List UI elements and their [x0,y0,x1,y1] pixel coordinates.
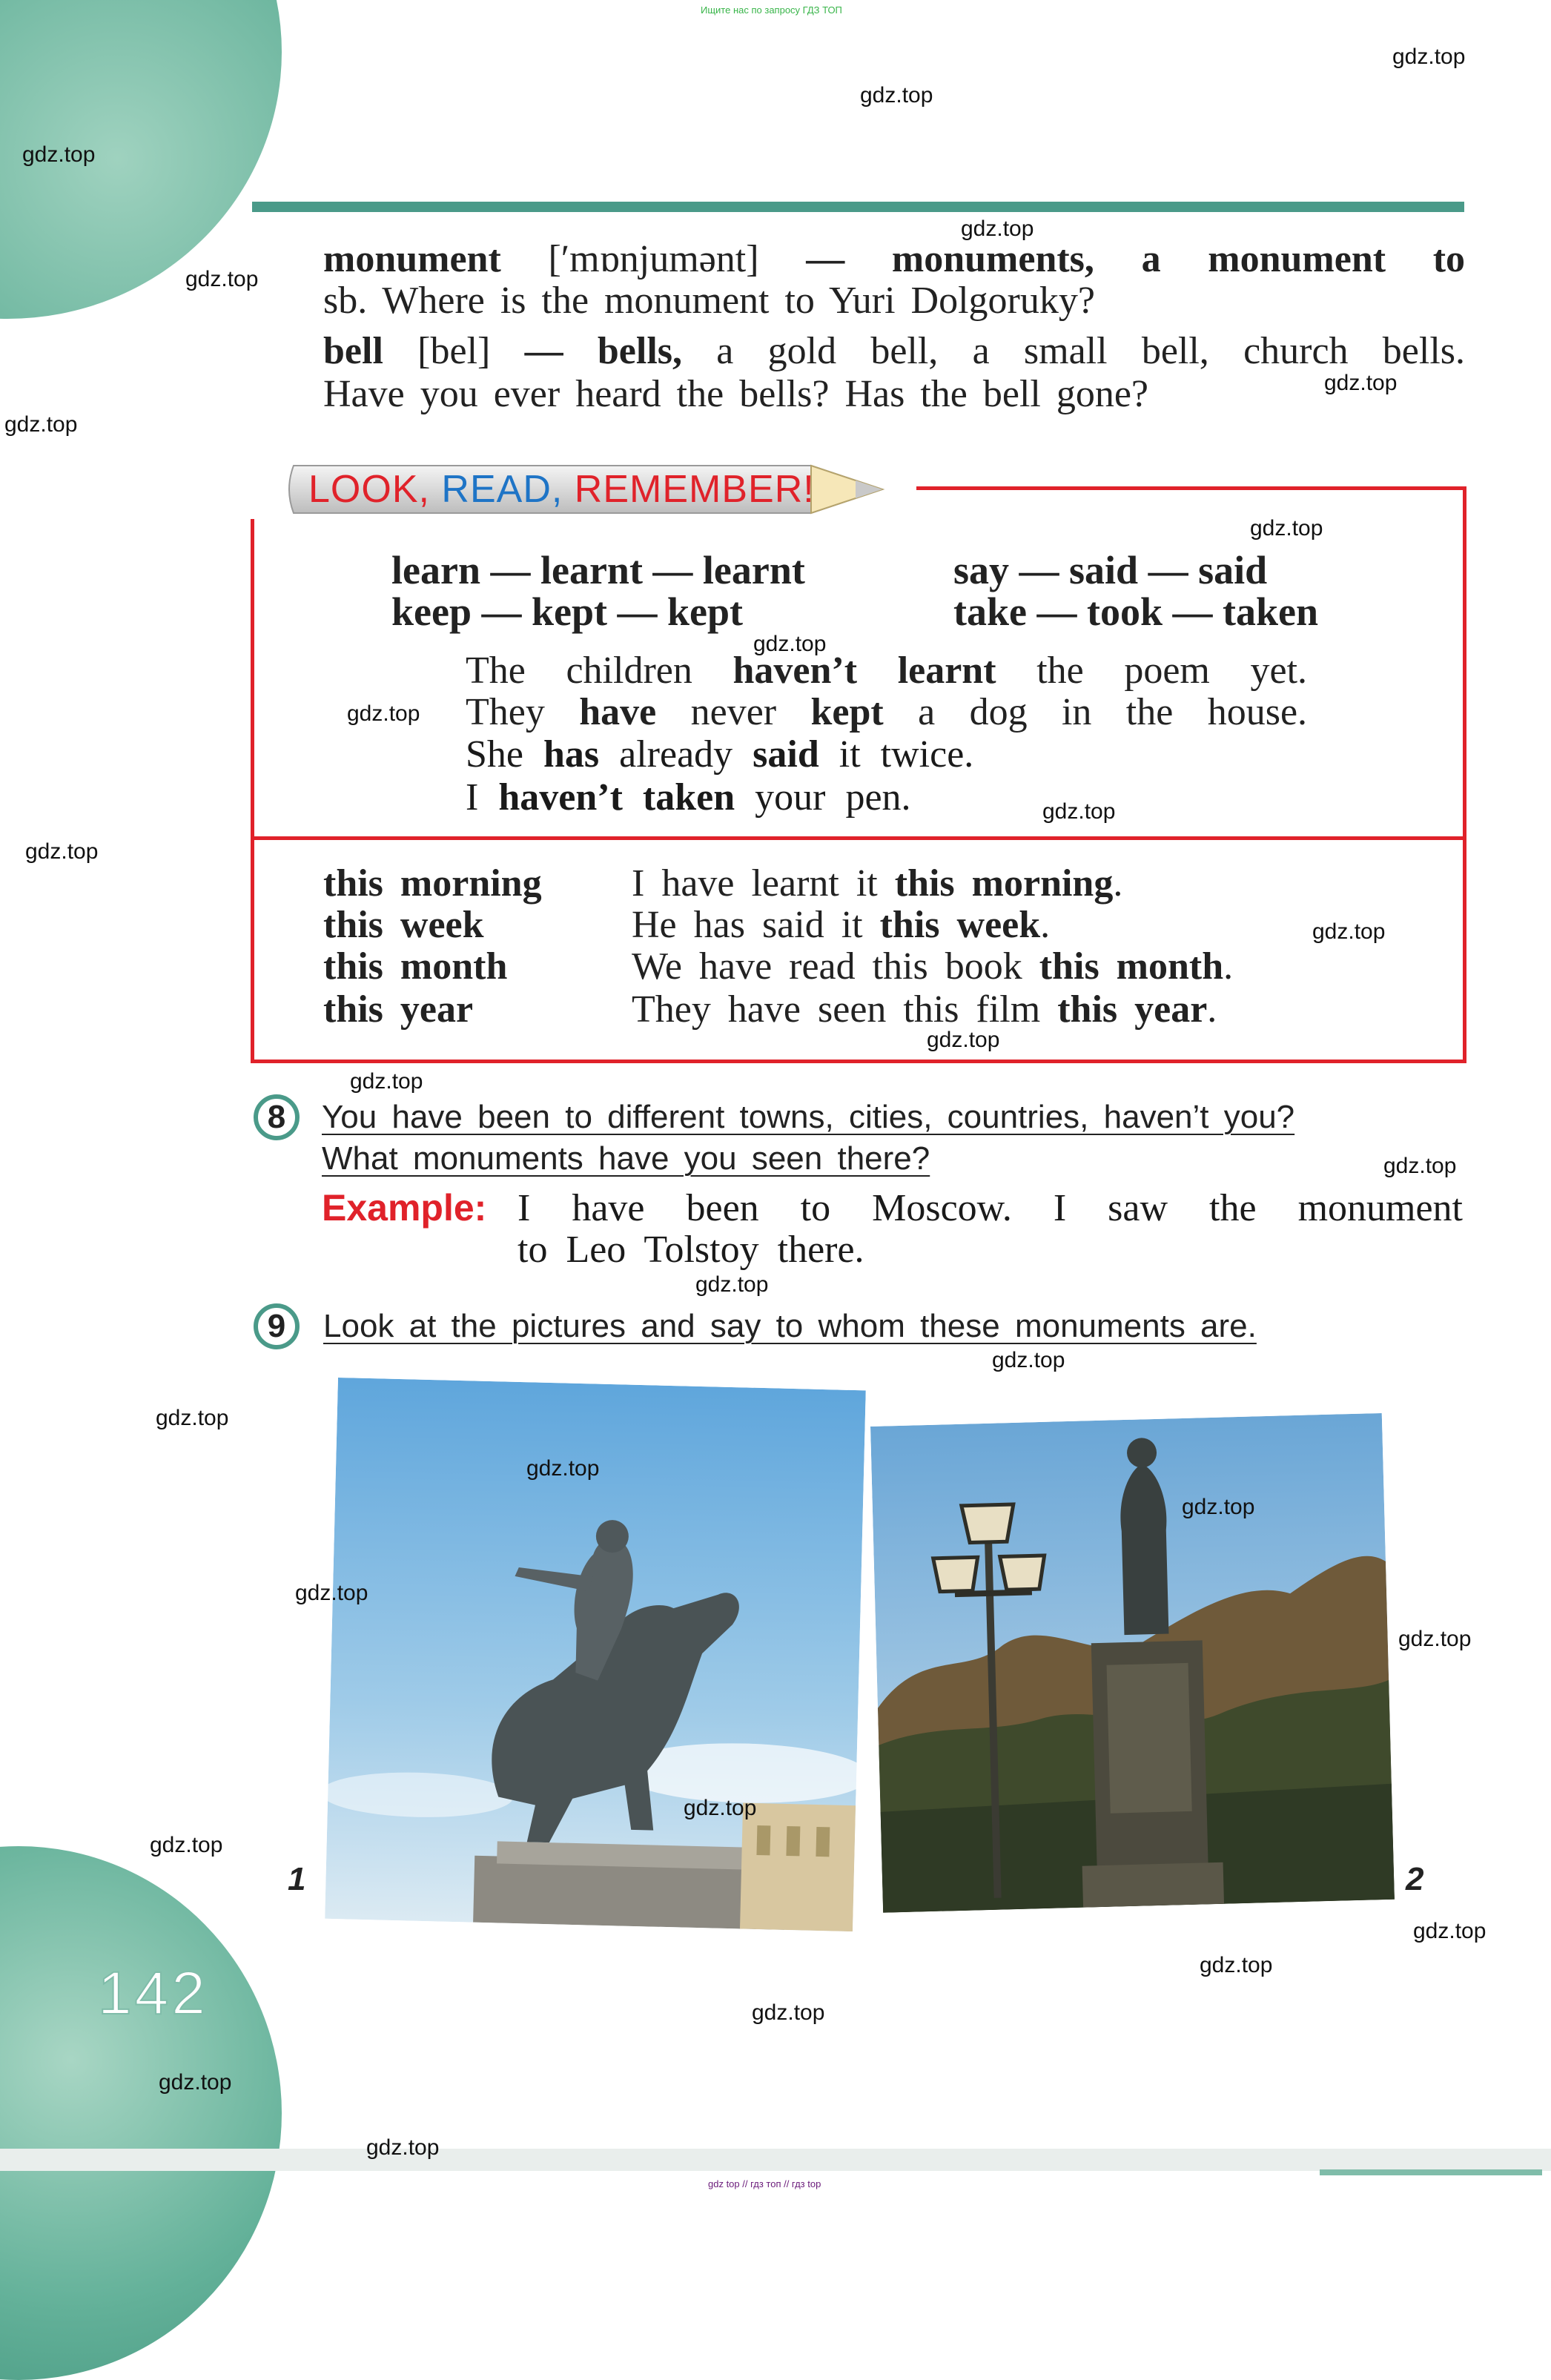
watermark: gdz.top [156,1406,229,1430]
top-divider [252,202,1464,212]
time-example-4: They have seen this film this year. [632,988,1217,1031]
vocab-monument: monument [ʹmɒnjumənt] — monuments, a monument to [323,238,1466,280]
bottom-strip [0,2149,1551,2171]
watermark: gdz.top [159,2070,232,2095]
watermark: gdz.top [992,1348,1065,1372]
page-number: 142 [98,1960,208,2027]
watermark: gdz.top [347,701,420,726]
watermark: gdz.top [1413,1919,1486,1943]
time-phrase-2: this week [323,904,484,946]
watermark: gdz.top [185,267,259,291]
task-9-text: Look at the pictures and say to whom these monuments are. [323,1308,1257,1344]
vocab-monument-example: sb. Where is the monument to Yuri Dolgoruky? [323,280,1095,322]
watermark: gdz.top [350,1069,423,1094]
watermark: gdz.top [1324,371,1398,395]
vocab-bell-example: Have you ever heard the bells? Has the bell gone? [323,373,1149,415]
rule-box-top-line [916,486,1466,490]
time-phrase-4: this year [323,988,474,1031]
watermark: gdz.top [1392,44,1466,69]
header-note: Ищите нас по запросу ГДЗ ТОП [701,4,842,16]
corner-decoration-bottom [0,1846,282,2380]
watermark: gdz.top [1250,516,1323,541]
watermark: gdz.top [1042,799,1116,824]
watermark: gdz.top [25,839,99,864]
time-phrase-3: this month [323,945,508,988]
task-8-example-line1: I have been to Moscow. I saw the monument [517,1187,1463,1229]
time-example-1: I have learnt it this morning. [632,862,1123,905]
task-8-example-line2: to Leo Tolstoy there. [517,1229,864,1271]
verb-say: say — said — said [953,548,1268,592]
watermark: gdz.top [150,1833,223,1857]
task-8-number: 8 [254,1094,300,1140]
watermark: gdz.top [1383,1154,1457,1178]
watermark: gdz.top [366,2135,440,2160]
bottom-accent [1320,2169,1542,2175]
time-phrase-1: this morning [323,862,542,905]
banner-title: LOOK, READ, REMEMBER! [308,468,815,511]
watermark: gdz.top [961,216,1034,241]
caption-picture-1: 1 [288,1861,306,1897]
example-sentence-3: She has already said it twice. [466,733,974,776]
rule-box-divider [251,836,1466,840]
rule-box-top-right [1463,486,1466,523]
caption-picture-2: 2 [1406,1861,1424,1897]
task-9-number: 9 [254,1303,300,1349]
footer-note: gdz top // гдз топ // гдз top [708,2178,821,2189]
watermark: gdz.top [927,1028,1000,1052]
time-example-3: We have read this book this month. [632,945,1234,988]
watermark: gdz.top [753,632,827,656]
task-8-example-label: Example: [322,1187,487,1229]
watermark: gdz.top [752,2000,825,2025]
verb-take: take — took — taken [953,589,1319,634]
example-sentence-2: They have never kept a dog in the house. [466,691,1308,733]
verb-keep: keep — kept — kept [391,589,744,634]
time-example-2: He has said it this week. [632,904,1051,946]
watermark: gdz.top [1182,1495,1255,1519]
watermark: gdz.top [22,142,96,167]
example-sentence-4: I haven’t taken your pen. [466,776,911,819]
watermark: gdz.top [1312,919,1386,944]
verb-learn: learn — learnt — learnt [391,548,805,592]
watermark: gdz.top [695,1272,769,1297]
watermark: gdz.top [684,1796,757,1820]
watermark: gdz.top [1200,1953,1273,1977]
vocab-bell: bell [bel] — bells, a gold bell, a small bell, church bells. [323,330,1466,372]
watermark: gdz.top [526,1456,600,1481]
task-8-line2: What monuments have you seen there? [322,1140,930,1177]
watermark: gdz.top [4,412,78,437]
watermark: gdz.top [860,83,933,108]
task-8-line1: You have been to different towns, cities, countries, haven’t you? [322,1099,1295,1135]
example-sentence-1: The children haven’t learnt the poem yet. [466,649,1308,692]
photo-pushkin-monument [870,1413,1395,1913]
watermark: gdz.top [1398,1627,1472,1651]
watermark: gdz.top [295,1581,368,1605]
